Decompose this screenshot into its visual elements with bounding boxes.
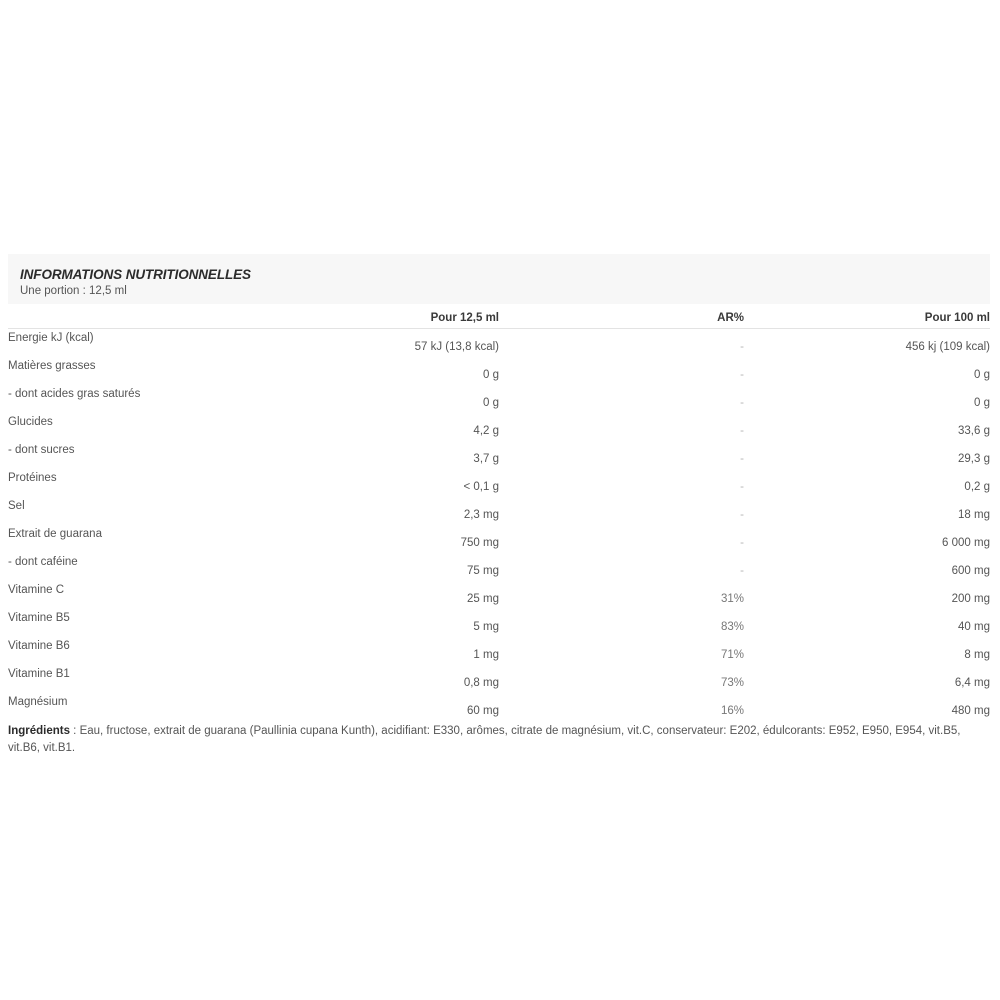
- cell-per-portion: < 0,1 g: [463, 481, 499, 493]
- row-label: Magnésium: [8, 696, 68, 708]
- row-label: - dont sucres: [8, 444, 75, 456]
- ingredients-label: Ingrédients: [8, 725, 70, 737]
- cell-per-100: 0 g: [974, 369, 990, 381]
- table-row: [8, 693, 990, 721]
- cell-ar: 71%: [720, 649, 744, 661]
- row-label: Sel: [8, 500, 25, 512]
- row-label: - dont caféine: [8, 556, 78, 568]
- cell-ar: -: [740, 537, 744, 549]
- row-label: Protéines: [8, 472, 57, 484]
- table-row: [8, 329, 990, 357]
- cell-ar: -: [740, 369, 744, 381]
- cell-per-100: 6,4 mg: [954, 677, 990, 689]
- cell-per-portion: 750 mg: [460, 537, 499, 549]
- cell-per-portion: 1 mg: [473, 649, 499, 661]
- cell-per-portion: 25 mg: [467, 593, 499, 605]
- cell-per-portion: 75 mg: [467, 565, 499, 577]
- column-header-ar: AR%: [717, 312, 744, 324]
- portion-size: Une portion : 12,5 ml: [20, 285, 127, 297]
- cell-per-100: 29,3 g: [958, 453, 990, 465]
- cell-ar: 73%: [720, 677, 744, 689]
- cell-per-100: 18 mg: [958, 509, 990, 521]
- cell-per-100: 40 mg: [958, 621, 990, 633]
- cell-ar: -: [740, 453, 744, 465]
- table-row: [8, 413, 990, 441]
- cell-per-100: 0,2 g: [964, 481, 990, 493]
- cell-per-portion: 57 kJ (13,8 kcal): [414, 341, 499, 353]
- row-label: Energie kJ (kcal): [8, 332, 94, 344]
- cell-ar: -: [740, 425, 744, 437]
- table-row: [8, 469, 990, 497]
- cell-ar: 31%: [720, 593, 744, 605]
- row-label: Glucides: [8, 416, 53, 428]
- row-label: Matières grasses: [8, 360, 96, 372]
- cell-ar: 16%: [720, 705, 744, 717]
- row-label: Vitamine B5: [8, 612, 70, 624]
- row-label: Vitamine C: [8, 584, 65, 596]
- table-row: [8, 497, 990, 525]
- cell-ar: 83%: [720, 621, 744, 633]
- table-row: [8, 581, 990, 609]
- cell-per-100: 600 mg: [951, 565, 990, 577]
- table-row: [8, 525, 990, 553]
- ingredients-text: [8, 723, 968, 757]
- column-header-per-portion: Pour 12,5 ml: [430, 312, 499, 324]
- table-row: [8, 385, 990, 413]
- table-row: [8, 357, 990, 385]
- cell-per-portion: 0,8 mg: [463, 677, 499, 689]
- nutrition-header: [8, 254, 990, 304]
- table-row: [8, 553, 990, 581]
- table-row: [8, 665, 990, 693]
- cell-per-portion: 2,3 mg: [463, 509, 499, 521]
- cell-per-100: 200 mg: [951, 593, 990, 605]
- cell-ar: -: [740, 509, 744, 521]
- cell-ar: -: [740, 397, 744, 409]
- cell-per-portion: 3,7 g: [473, 453, 499, 465]
- cell-per-100: 6 000 mg: [942, 537, 990, 549]
- cell-per-100: 0 g: [974, 397, 990, 409]
- row-label: Extrait de guarana: [8, 528, 102, 540]
- ingredients-list: : Eau, fructose, extrait de guarana (Paullinia cupana Kunth), acidifiant: E330, arômes, citrate de magnésium, vit.C, conservateur: E202, édulcorants: E952, E950, E954, vit.B5, vit.B6, vit.B1.: [8, 725, 961, 754]
- row-label: Vitamine B6: [8, 640, 70, 652]
- column-header-per-100: Pour 100 ml: [924, 312, 990, 324]
- row-label: - dont acides gras saturés: [8, 388, 141, 400]
- cell-per-100: 480 mg: [951, 705, 990, 717]
- cell-per-portion: 4,2 g: [473, 425, 499, 437]
- cell-ar: -: [740, 565, 744, 577]
- nutrition-panel: [8, 254, 990, 757]
- row-label: Vitamine B1: [8, 668, 70, 680]
- cell-per-portion: 0 g: [483, 369, 499, 381]
- table-column-headers: [8, 304, 990, 329]
- panel-title: INFORMATIONS NUTRITIONNELLES: [20, 267, 251, 282]
- cell-per-portion: 60 mg: [467, 705, 499, 717]
- nutrition-table-body: [8, 329, 990, 721]
- table-row: [8, 441, 990, 469]
- cell-per-100: 33,6 g: [958, 425, 990, 437]
- table-row: [8, 637, 990, 665]
- cell-per-100: 8 mg: [964, 649, 990, 661]
- cell-ar: -: [740, 341, 744, 353]
- cell-per-portion: 5 mg: [473, 621, 499, 633]
- table-row: [8, 609, 990, 637]
- cell-ar: -: [740, 481, 744, 493]
- cell-per-portion: 0 g: [483, 397, 499, 409]
- cell-per-100: 456 kj (109 kcal): [905, 341, 990, 353]
